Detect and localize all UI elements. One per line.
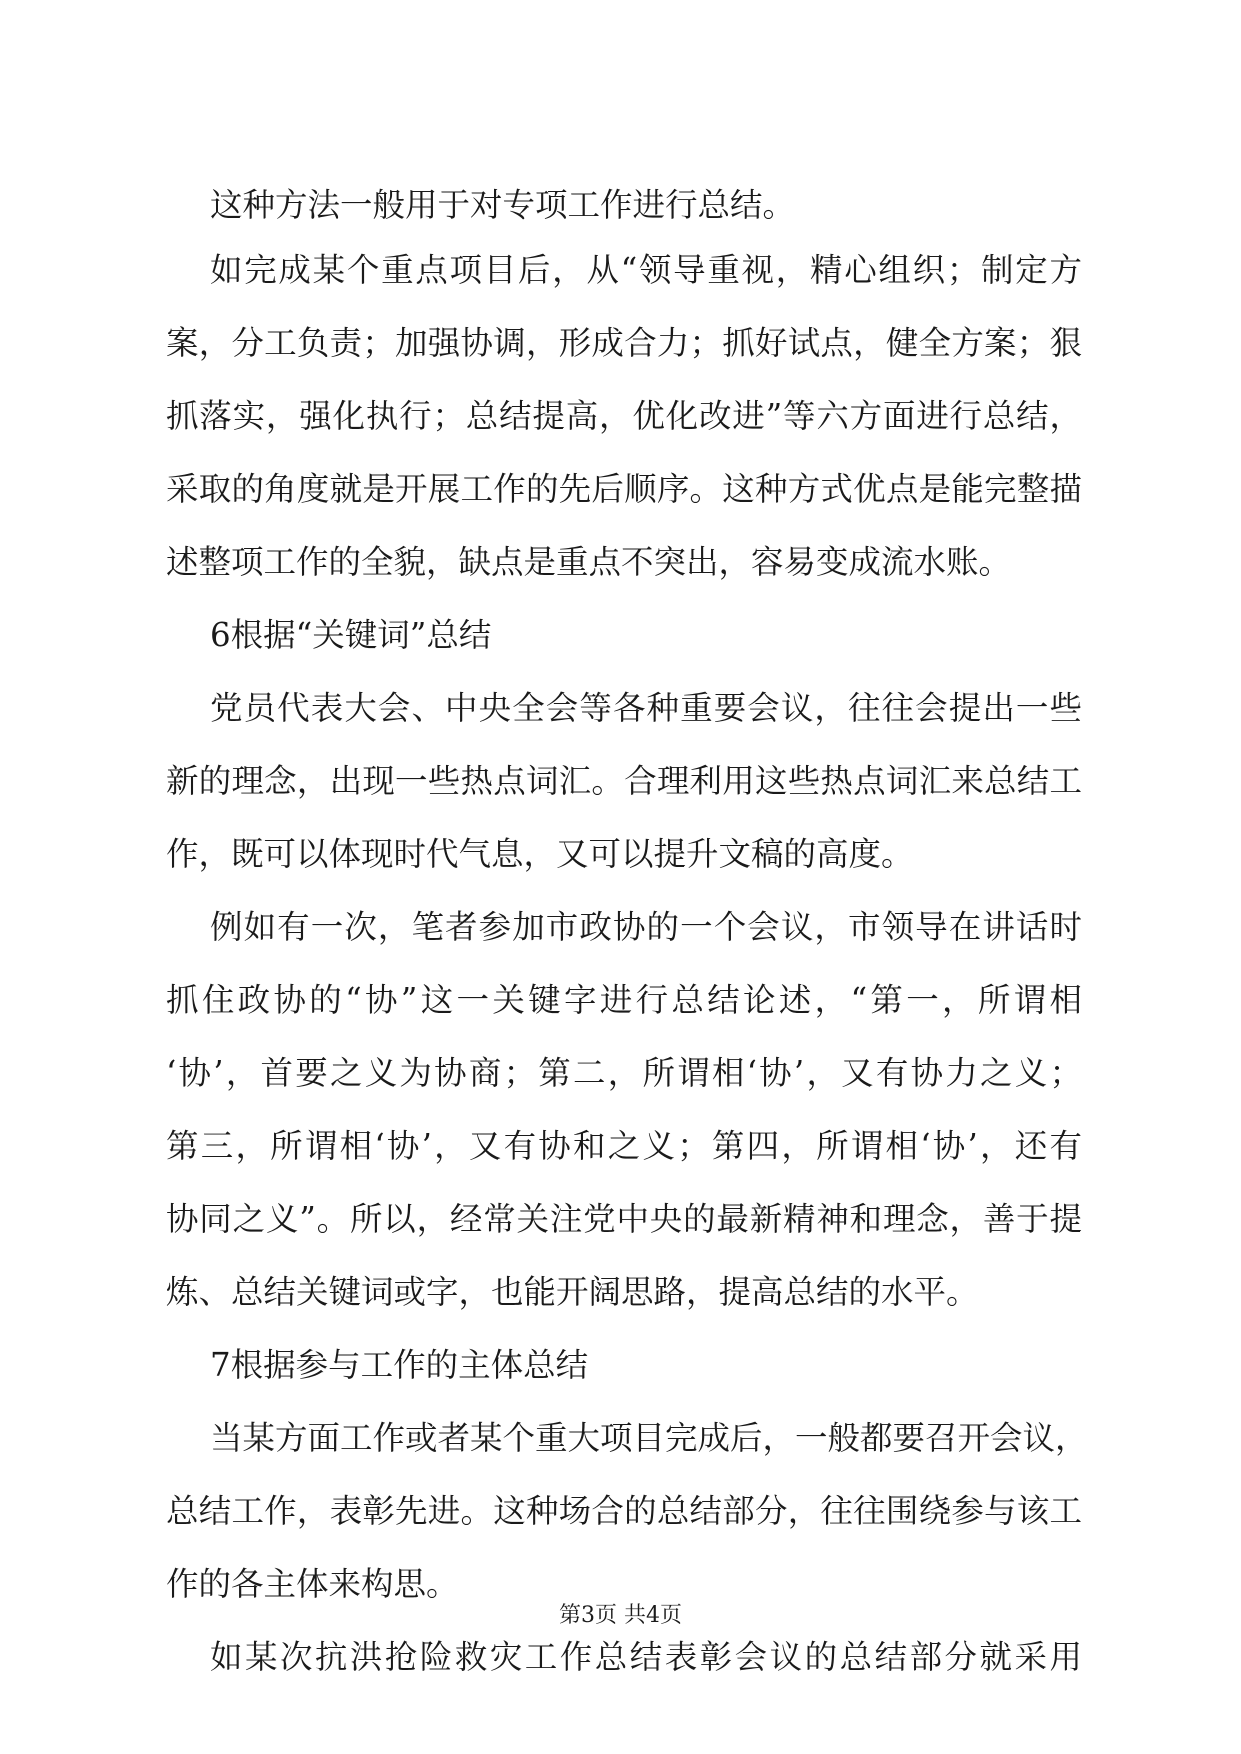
text-line: 第三，所谓相‘协’，又有协和之义；第四，所谓相‘协’，还有 — [166, 1127, 1082, 1165]
text-line: 协同之义”。所以，经常关注党中央的最新精神和理念，善于提 — [166, 1200, 1082, 1238]
text-line: 作，既可以体现时代气息，又可以提升文稿的高度。 — [166, 835, 914, 873]
text-line: 抓落实，强化执行；总结提高，优化改进”等六方面进行总结， — [166, 397, 1082, 435]
text-line: 总结工作，表彰先进。这种场合的总结部分，往往围绕参与该工 — [166, 1492, 1082, 1530]
section-heading: 7根据参与工作的主体总结 — [210, 1346, 589, 1384]
text-line: 作的各主体来构思。 — [166, 1565, 459, 1603]
text-line: 如完成某个重点项目后，从“领导重视，精心组织；制定方 — [210, 251, 1082, 289]
text-line: 述整项工作的全貌，缺点是重点不突出，容易变成流水账。 — [166, 543, 1012, 581]
text-line: 这种方法一般用于对专项工作进行总结。 — [210, 186, 796, 224]
page-number-footer: 第3页 共4页 — [559, 1603, 682, 1628]
text-line: 抓住政协的“协”这一关键字进行总结论述，“第一，所谓相 — [166, 981, 1082, 1019]
text-line: 炼、总结关键词或字，也能开阔思路，提高总结的水平。 — [166, 1273, 979, 1311]
text-line: 当某方面工作或者某个重大项目完成后，一般都要召开会议， — [210, 1419, 1088, 1457]
text-line: 案，分工负责；加强协调，形成合力；抓好试点，健全方案；狠 — [166, 324, 1082, 362]
text-line: 例如有一次，笔者参加市政协的一个会议，市领导在讲话时 — [210, 908, 1082, 946]
text-line: ‘协’，首要之义为协商；第二，所谓相‘协’，又有协力之义； — [166, 1054, 1082, 1092]
text-line: 如某次抗洪抢险救灾工作总结表彰会议的总结部分就采用 — [210, 1638, 1082, 1676]
text-line: 新的理念，出现一些热点词汇。合理利用这些热点词汇来总结工 — [166, 762, 1082, 800]
text-line: 党员代表大会、中央全会等各种重要会议，往往会提出一些 — [210, 689, 1082, 727]
text-line: 采取的角度就是开展工作的先后顺序。这种方式优点是能完整描 — [166, 470, 1082, 508]
section-heading: 6根据“关键词”总结 — [210, 616, 492, 654]
